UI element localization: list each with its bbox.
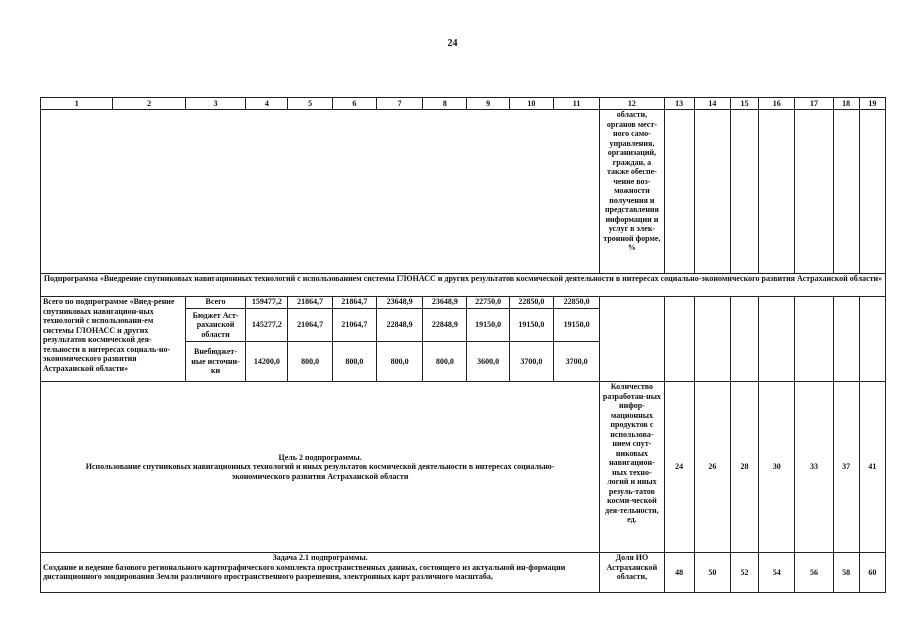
program-table [40,97,886,593]
col-header-16: 16 [759,98,795,110]
funding-value: 21864,7 [288,297,332,309]
funding-value: 21064,7 [288,309,332,342]
col-header-3: 3 [185,98,245,110]
funding-value: 22848,9 [376,309,422,342]
funding-value: 21864,7 [332,297,376,309]
funding-value: 159477,2 [246,297,288,309]
funding-value: 19150,0 [467,309,509,342]
funding-value: 800,0 [423,342,467,382]
col-header-8: 8 [423,98,467,110]
col-header-12: 12 [600,98,664,110]
funding-value: 14200,0 [246,342,288,382]
task-value: 54 [759,553,795,593]
task-value: 58 [833,553,859,593]
continued-indicator-row [41,110,886,274]
subprogram-title-row [41,274,886,297]
goal-value: 30 [759,382,795,553]
col-header-15: 15 [730,98,758,110]
funding-value: 22848,9 [423,309,467,342]
task-row [41,553,886,593]
funding-value: 22850,0 [509,297,553,309]
funding-source: Внебюджет-ные источни-ки [185,342,245,382]
goal-title: Цель 2 подпрограммы. [278,452,362,462]
goal-value: 33 [795,382,833,553]
subprogram-total-label: Всего по подпрограмме «Внед-рение спутниковых навигацион-ных технологий с использовани-ем системы ГЛОНАСС и других результатов космической дея-тельности в интересах социаль-но-экономического развития Астраханской области» [41,297,186,382]
funding-value: 3600,0 [467,342,509,382]
task-value: 50 [694,553,730,593]
funding-value: 800,0 [376,342,422,382]
funding-value: 3700,0 [553,342,599,382]
task-cell [41,553,600,593]
funding-value: 19150,0 [509,309,553,342]
goal-row [41,382,886,553]
funding-value: 19150,0 [553,309,599,342]
task-value: 56 [795,553,833,593]
empty-cell [41,110,600,274]
goal-value: 37 [833,382,859,553]
col-header-1: 1 [41,98,113,110]
funding-row [41,297,886,309]
col-header-11: 11 [553,98,599,110]
indicator-continued: области, органов мест-ного само-управления, организаций, граждан, а также обеспе-чение воз-можности получения и представления информации и услуг в элек-тронной форме, % [600,110,664,274]
funding-source: Всего [185,297,245,309]
col-header-19: 19 [859,98,885,110]
col-header-2: 2 [113,98,185,110]
funding-value: 145277,2 [246,309,288,342]
funding-source: Бюджет Аст-раханской области [185,309,245,342]
col-header-18: 18 [833,98,859,110]
goal-text: Использование спутниковых навигационных технологий и иных результатов космической деятельности в интересах социально-экономического развития Астраханской области [85,462,555,481]
funding-value: 23648,9 [376,297,422,309]
funding-value: 22850,0 [553,297,599,309]
subprogram-title: Подпрограмма «Внедрение спутниковых навигационных технологий с использованием системы ГЛОНАСС и других результатов космической деятельности в интересах социально-экономического развития Астраханской области» [41,274,886,297]
funding-value: 22750,0 [467,297,509,309]
header-row [41,98,886,110]
col-header-17: 17 [795,98,833,110]
funding-value: 800,0 [288,342,332,382]
goal-value: 41 [859,382,885,553]
goal-value: 26 [694,382,730,553]
task-title: Задача 2.1 подпрограммы. [272,553,368,562]
funding-value: 800,0 [332,342,376,382]
task-text: Создание и ведение базового регионального картографического комплекта пространственных данных, состоящего из актуальной ин-формации дистанционного зондирования Земли различного пространственного разрешения, электронных карт различного масштаба, [43,562,566,581]
task-indicator: Доля ИО Астраханской области, [600,553,664,593]
task-value: 60 [859,553,885,593]
col-header-4: 4 [246,98,288,110]
goal-value: 28 [730,382,758,553]
col-header-14: 14 [694,98,730,110]
goal-cell [41,382,600,553]
funding-value: 3700,0 [509,342,553,382]
col-header-6: 6 [332,98,376,110]
task-value: 48 [664,553,694,593]
goal-value: 24 [664,382,694,553]
task-value: 52 [730,553,758,593]
col-header-9: 9 [467,98,509,110]
goal-indicator: Количество разработан-ных инфор-мационных продуктов с использова-нием спут-никовых навигацион-ных техно-логий и иных резуль-татов косми-ческой дея-тельности, ед. [600,382,664,553]
col-header-10: 10 [509,98,553,110]
col-header-5: 5 [288,98,332,110]
col-header-13: 13 [664,98,694,110]
page-number: 24 [447,38,458,49]
funding-value: 21064,7 [332,309,376,342]
col-header-7: 7 [376,98,422,110]
funding-value: 23648,9 [423,297,467,309]
